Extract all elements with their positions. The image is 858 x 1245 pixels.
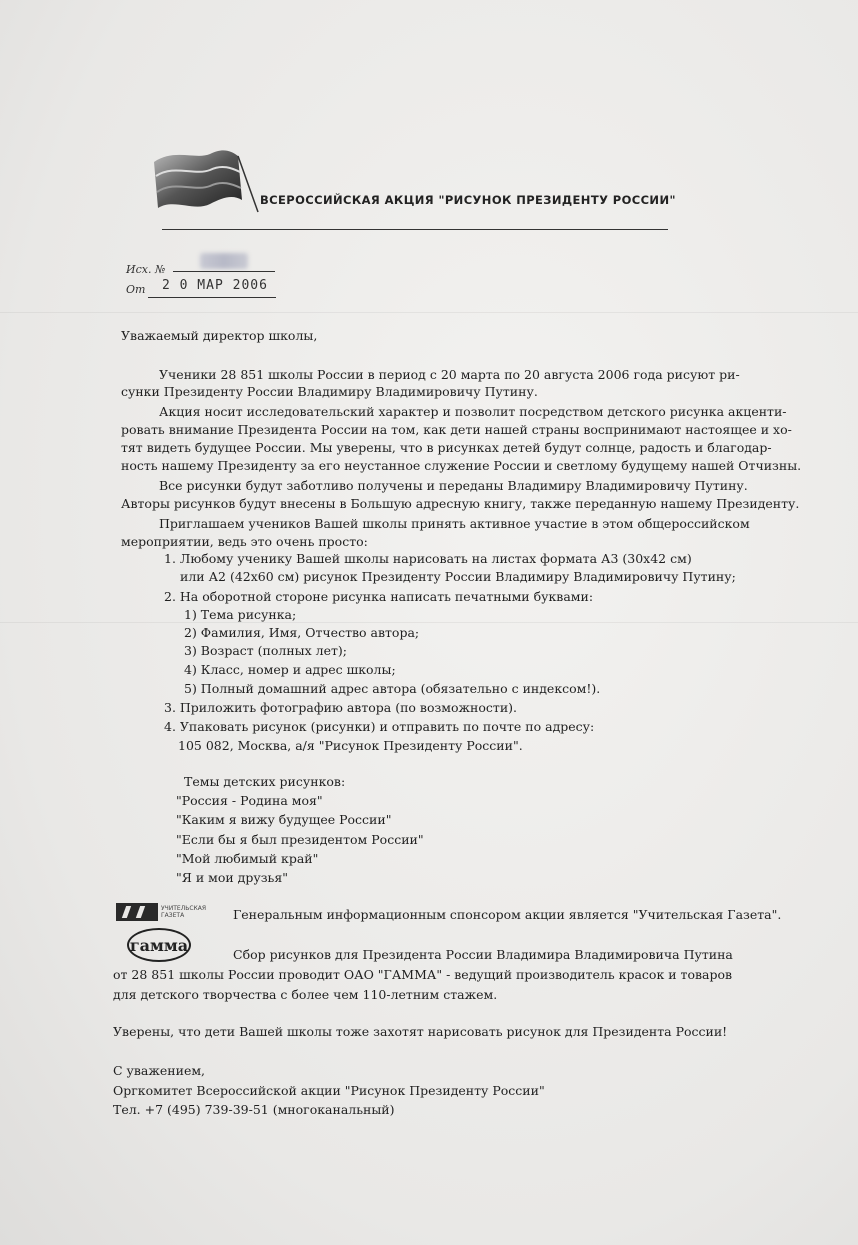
list-item: 3. Приложить фотографию автора (по возможности).: [164, 700, 517, 715]
gamma-text: Сбор рисунков для Президента России Владимира Владимировича Путина: [233, 947, 733, 962]
sub-list-item: 3) Возраст (полных лет);: [184, 643, 347, 658]
signature-phone: Тел. +7 (495) 739-39-51 (многоканальный): [113, 1102, 395, 1117]
gamma-text: для детского творчества с более чем 110-летним стажем.: [113, 987, 498, 1002]
sponsor-text: Генеральным информационным спонсором акции является "Учительская Газета".: [233, 907, 782, 922]
body-line: мероприятии, ведь это очень просто:: [121, 534, 368, 549]
closing-line: Уверены, что дети Вашей школы тоже захотят нарисовать рисунок для Президента России!: [113, 1024, 728, 1039]
paper-fold: [0, 312, 858, 313]
theme-item: "Я и мои друзья": [176, 870, 288, 885]
list-item: 4. Упаковать рисунок (рисунки) и отправить по почте по адресу:: [164, 719, 595, 734]
body-line: Приглашаем учеников Вашей школы принять активное участие в этом общероссийском: [159, 516, 750, 531]
ref-number-line: [173, 271, 275, 272]
body-line: ность нашему Президенту за его неустанное служение России и светлому будущему нашей Отчизны.: [121, 458, 802, 473]
themes-title: Темы детских рисунков:: [184, 774, 346, 789]
russian-flag-icon: [140, 140, 260, 220]
theme-item: "Россия - Родина моя": [176, 793, 323, 808]
body-line: Все рисунки будут заботливо получены и переданы Владимиру Владимировичу Путину.: [159, 478, 748, 493]
org-title: ВСЕРОССИЙСКАЯ АКЦИЯ "РИСУНОК ПРЕЗИДЕНТУ РОССИИ": [260, 193, 676, 207]
uchitelskaya-gazeta-logo: УЧИТЕЛЬСКАЯ ГАЗЕТА: [116, 902, 226, 922]
ref-number-redacted: [200, 253, 248, 269]
sub-list-item: 5) Полный домашний адрес автора (обязательно с индексом!).: [184, 681, 601, 696]
body-line: Акция носит исследовательский характер и позволит посредством детского рисунка акценти-: [159, 404, 787, 419]
gamma-text: от 28 851 школы России проводит ОАО "ГАММА" - ведущий производитель красок и товаров: [113, 967, 733, 982]
date-stamp: 2 0 МАР 2006: [162, 278, 268, 293]
list-item: 1. Любому ученику Вашей школы нарисовать на листах формата А3 (30х42 см): [164, 551, 692, 566]
signature-regards: С уважением,: [113, 1063, 206, 1078]
signature-org: Оргкомитет Всероссийской акции "Рисунок Президенту России": [113, 1083, 545, 1098]
sub-list-item: 2) Фамилия, Имя, Отчество автора;: [184, 625, 420, 640]
greeting: Уважаемый директор школы,: [121, 328, 318, 343]
body-line: Ученики 28 851 школы России в период с 20 марта по 20 августа 2006 года рисуют ри-: [159, 367, 740, 382]
header-divider: [162, 229, 668, 230]
theme-item: "Если бы я был президентом России": [176, 832, 424, 847]
sub-list-item: 1) Тема рисунка;: [184, 607, 297, 622]
ref-number-label: Исх. №: [126, 263, 166, 276]
list-item: 2. На оборотной стороне рисунка написать печатными буквами:: [164, 589, 594, 604]
body-line: тят видеть будущее России. Мы уверены, что в рисунках детей будут солнце, радость и благодар-: [121, 440, 772, 455]
ref-date-line: [148, 297, 276, 298]
list-item: или А2 (42х60 см) рисунок Президенту России Владимиру Владимировичу Путину;: [180, 569, 736, 584]
letterhead: [140, 140, 680, 235]
sub-list-item: 4) Класс, номер и адрес школы;: [184, 662, 396, 677]
body-line: Авторы рисунков будут внесены в Большую адресную книгу, также переданную нашему Президенту.: [121, 496, 800, 511]
theme-item: "Каким я вижу будущее России": [176, 812, 392, 827]
postal-address: 105 082, Москва, а/я "Рисунок Президенту России".: [178, 738, 523, 753]
paper-fold: [0, 622, 858, 623]
body-line: сунки Президенту России Владимиру Владимировичу Путину.: [121, 384, 538, 399]
theme-item: "Мой любимый край": [176, 851, 319, 866]
gamma-logo: гамма: [127, 928, 191, 962]
ref-date-label: От: [126, 283, 146, 296]
body-line: ровать внимание Президента России на том, как дети нашей страны воспринимают настоящее и хо-: [121, 422, 792, 437]
